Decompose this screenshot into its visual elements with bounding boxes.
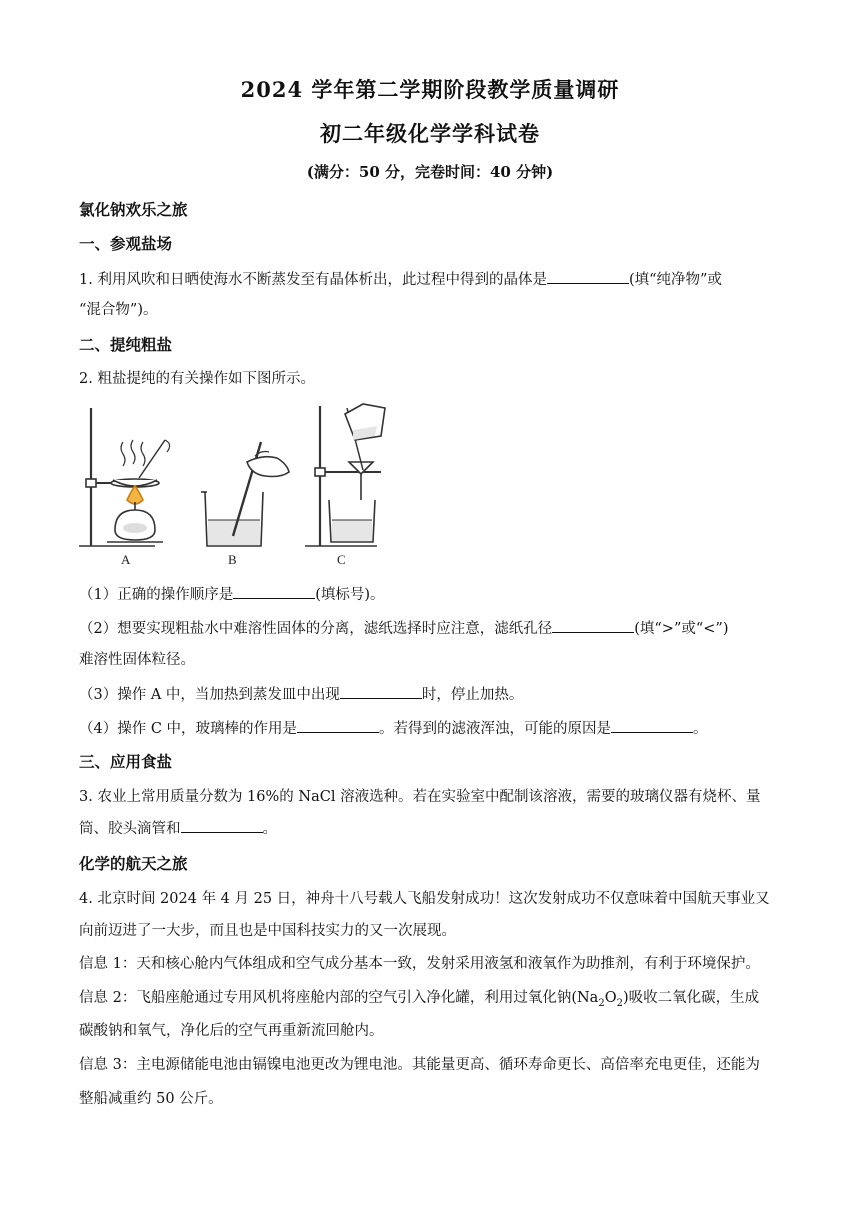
part1-title: 一、参观盐场 — [79, 234, 173, 253]
part2-title: 二、提纯粗盐 — [79, 335, 173, 354]
answer-blank[interactable] — [552, 618, 634, 633]
apparatus-a-evaporation — [79, 408, 170, 546]
info-2-line2: 碳酸钠和氧气，净化后的空气再重新流回舱内。 — [79, 1023, 384, 1039]
answer-blank[interactable] — [181, 818, 263, 833]
section-title-space: 化学的航天之旅 — [79, 854, 188, 873]
apparatus-b-dissolving — [201, 442, 289, 546]
question-4-line2: 向前迈进了一大步，而且也是中国科技实力的又一次展现。 — [79, 923, 456, 939]
info-1: 信息 1：天和核心舱内气体组成和空气成分基本一致，发射采用液氢和液氧作为助推剂，有利于环境保护。 — [79, 956, 760, 972]
question-1-line2: “混合物”)。 — [79, 302, 158, 318]
question-4-line1: 4. 北京时间 2024 年 4 月 25 日，神舟十八号载人飞船发射成功！这次发射成功不仅意味着中国航天事业又 — [79, 891, 770, 907]
question-3-line1: 3. 农业上常用质量分数为 16%的 NaCl 溶液选种。若在实验室中配制该溶液，需要的玻璃仪器有烧杯、量 — [79, 789, 761, 805]
part3-title: 三、应用食盐 — [79, 752, 173, 771]
answer-blank[interactable] — [297, 718, 379, 733]
exam-info: (满分：50 分，完卷时间：40 分钟) — [306, 163, 554, 181]
answer-blank[interactable] — [547, 269, 629, 284]
info-3-line1: 信息 3：主电源储能电池由镉镍电池更改为锂电池。其能量更高、循环寿命更长、高倍率充电更佳，还能为 — [79, 1057, 760, 1073]
figure-label-a: A — [121, 552, 131, 567]
answer-blank[interactable] — [233, 584, 315, 599]
exam-subject-title: 初二年级化学学科试卷 — [320, 121, 540, 146]
apparatus-c-filtering — [305, 404, 385, 546]
question-2-2-line2: 难溶性固体粒径。 — [79, 652, 195, 668]
exam-title: 2024 学年第二学期阶段教学质量调研 — [240, 77, 620, 102]
question-2-4: （4）操作 C 中，玻璃棒的作用是 。若得到的滤液浑浊，可能的原因是 。 — [79, 717, 784, 738]
question-3-line2: 筒、胶头滴管和 。 — [79, 817, 784, 838]
info-2-line1: 信息 2：飞船座舱通过专用风机将座舱内部的空气引入净化罐，利用过氧化钠$(Na_2O_2)$吸收二氧化碳，生成 — [79, 990, 760, 1009]
question-2-intro: 2. 粗盐提纯的有关操作如下图所示。 — [79, 371, 315, 387]
salt-purification-figure — [77, 400, 397, 570]
figure-label-c: C — [337, 552, 346, 567]
answer-blank[interactable] — [611, 718, 693, 733]
section-title-nacl: 氯化钠欢乐之旅 — [79, 200, 188, 219]
question-2-3: （3）操作 A 中，当加热到蒸发皿中出现 时，停止加热。 — [79, 683, 784, 704]
info-3-line2: 整船减重约 50 公斤。 — [79, 1091, 223, 1107]
question-2-1: （1）正确的操作顺序是 (填标号)。 — [79, 583, 784, 604]
question-2-2-line1: （2）想要实现粗盐水中难溶性固体的分离，滤纸选择时应注意，滤纸孔径 (填“>”或“<”) — [79, 617, 784, 638]
figure-label-b: B — [228, 552, 237, 567]
answer-blank[interactable] — [340, 684, 422, 699]
question-1-line1: 1. 利用风吹和日晒使海水不断蒸发至有晶体析出，此过程中得到的晶体是 (填“纯净物”或 — [79, 268, 784, 289]
